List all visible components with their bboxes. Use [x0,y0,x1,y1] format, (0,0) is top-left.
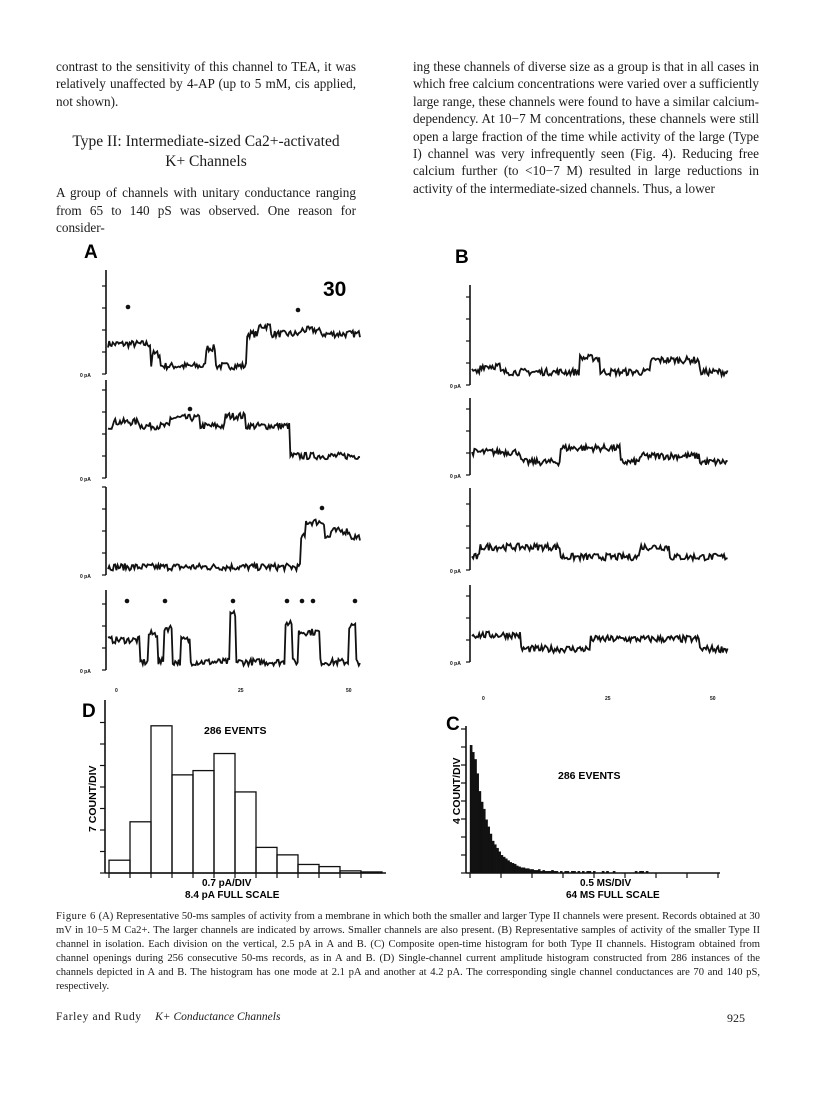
histogram-bar [587,871,589,873]
histogram-bar [565,871,567,873]
panel-c-histogram [461,726,720,878]
histogram-bar [507,861,509,873]
zero-current-label: 0 pA [80,574,91,580]
panel-b-time-tick: 50 [710,696,716,702]
panel-a-time-tick: 25 [238,688,244,694]
histogram-bar [529,869,531,873]
panel-label-d: D [82,701,96,722]
panel-a-trace-2 [108,413,360,459]
histogram-bar [635,871,637,873]
page-number: 925 [727,1011,745,1025]
zero-current-label: 0 pA [80,373,91,379]
panel-b-trace-2 [472,445,728,466]
histogram-bar [556,871,558,873]
footer-authors: Farley and Rudy [56,1011,142,1023]
c-x-axis-label-2: 64 MS FULL SCALE [566,890,660,901]
histogram-bar [470,745,472,873]
histogram-bar [485,820,487,873]
panel-b-trace-3 [472,544,728,561]
panel-b-trace-1 [472,355,728,376]
panel-a-trace-3 [108,520,360,571]
histogram-bar [578,871,580,873]
histogram-bar [503,857,505,873]
panel-a-trace-1 [108,324,360,369]
histogram-bar [536,870,538,873]
zero-current-label: 0 pA [450,661,461,667]
left-paragraph-1: contrast to the sensitivity of this channel to TEA, it was relatively unaffected by 4-AP (up to 5 mM, cis applied, not shown). [56,59,356,109]
zero-current-label: 0 pA [80,669,91,675]
histogram-bar [109,860,130,873]
histogram-bar [534,870,536,873]
caption-label: Figure 6 [56,911,96,922]
d-x-axis-label-2: 8.4 pA FULL SCALE [185,890,280,901]
large-channel-arrow [188,407,193,412]
histogram-bar [235,792,256,873]
panel-b-traces [450,285,728,702]
panel-label-a: A [84,242,98,263]
panel-a-voltage: 30 [323,278,347,301]
histogram-bar [477,774,479,873]
histogram-bar [518,867,520,873]
d-y-axis-label: 7 COUNT/DIV [87,765,99,832]
large-channel-arrow [285,599,290,604]
histogram-bar [319,867,340,873]
histogram-bar [543,870,545,873]
histogram-bar [560,871,562,873]
histogram-bar [474,759,476,873]
panel-a-time-tick: 50 [346,688,352,694]
large-channel-arrow [296,308,301,313]
panel-label-b: B [455,247,469,268]
histogram-bar [646,871,648,873]
histogram-bar [492,841,494,873]
histogram-bar [551,870,553,873]
zero-current-label: 0 pA [450,384,461,390]
histogram-bar [567,871,569,873]
right-paragraph-1: ing these channels of diverse size as a group is that in all cases in which free calcium concentrations were varied over a sufficiently large range, these channels were found to have a similar calcium-dependency. At 10−7 M concentrations, these channels were still open a large fraction of the time while activity of the large (Type I) channel was very infrequently seen (Fig. 4). Reducing free calcium further (to <10−7 M) resulted in large reductions in activity of the intermediate-sized channels. Thus, a lower [413,59,759,196]
histogram-bar [479,791,481,873]
c-y-axis-label: 4 COUNT/DIV [451,757,463,824]
panel-a-time-tick: 0 [115,688,118,694]
histogram-bar [151,726,172,873]
histogram-bar [512,863,514,873]
large-channel-arrow [353,599,358,604]
histogram-bar [521,868,523,873]
histogram-bar [488,827,490,873]
histogram-bar [510,862,512,873]
histogram-bar [514,864,516,873]
histogram-bar [593,871,595,873]
histogram-bar [573,871,575,873]
c-x-axis-label-1: 0.5 MS/DIV [580,878,632,889]
histogram-bar [494,845,496,873]
histogram-bar [483,809,485,873]
d-x-axis-label-1: 0.7 pA/DIV [202,878,252,889]
panel-b-trace-4 [472,632,728,653]
left-paragraph-2: A group of channels with unitary conductance ranging from 65 to 140 pS was observed. One reason for consider- [56,185,356,236]
histogram-bar [540,871,542,873]
histogram-bar [538,869,540,873]
zero-current-label: 0 pA [450,474,461,480]
caption-text: (A) Representative 50-ms samples of activity from a membrane in which both the smaller and larger Type II channels were present. Records obtained at 30 mV in 10−5 M Ca2+. The larger channels are indicated by arrows. Smaller channels are also present. (B) Representative samples of activity of the smaller Type II channel in isolation. Each division on the vertical, 2.5 pA in A and B. (C) Composite open-time histogram for both Type II channels. Histogram obtained from channel openings during 256 consecutive 50-ms records, as in A and B. (D) Single-channel current amplitude histogram constructed from 286 instances of the channels depicted in A and B. The histogram has one mode at 2.1 pA and another at 4.2 pA. The corresponding single channel conductances are 70 and 140 pS, respectively. [56,911,760,992]
large-channel-arrow [125,599,130,604]
histogram-bar [193,771,214,873]
histogram-bar [602,871,604,873]
section-heading-line-2: K+ Channels [165,153,247,171]
histogram-bar [545,871,547,873]
panel-a-traces [80,270,360,694]
histogram-bar [340,871,361,873]
large-channel-arrow [231,599,236,604]
large-channel-arrow [320,506,325,511]
histogram-bar [481,802,483,873]
histogram-bar [505,859,507,873]
histogram-bar [549,871,551,873]
c-events-label: 286 EVENTS [558,770,621,782]
panel-label-c: C [446,714,460,735]
panel-b-time-tick: 0 [482,696,485,702]
footer-title: K+ Conductance Channels [155,1011,281,1023]
histogram-bar [490,834,492,873]
histogram-bar [613,871,615,873]
histogram-bar [472,752,474,873]
histogram-bar [501,855,503,873]
large-channel-arrow [300,599,305,604]
histogram-bar [642,871,644,873]
histogram-bar [523,868,525,873]
histogram-bar [554,871,556,873]
large-channel-arrow [311,599,316,604]
panel-b-time-tick: 25 [605,696,611,702]
histogram-bar [516,866,518,873]
histogram-bar [130,822,151,873]
histogram-bar [499,852,501,873]
histogram-bar [571,871,573,873]
section-heading-line-1: Type II: Intermediate-sized Ca2+-activated [72,133,340,151]
histogram-bar [639,871,641,873]
zero-current-label: 0 pA [450,569,461,575]
histogram-bar [361,872,382,873]
histogram-bar [214,754,235,873]
zero-current-label: 0 pA [80,477,91,483]
histogram-bar [256,847,277,873]
running-footer [56,1011,280,1023]
histogram-bar [298,864,319,873]
figure-caption [56,910,760,994]
histogram-bar [277,855,298,873]
large-channel-arrow [126,305,131,310]
histogram-bar [589,871,591,873]
histogram-bar [525,869,527,873]
histogram-bar [582,871,584,873]
histogram-bar [172,775,193,873]
d-events-label: 286 EVENTS [204,725,267,737]
panel-a-trace-4 [108,611,360,665]
histogram-bar [496,848,498,873]
histogram-bar [527,869,529,873]
histogram-bar [532,869,534,873]
histogram-bar [547,871,549,873]
histogram-bar [606,871,608,873]
large-channel-arrow [163,599,168,604]
